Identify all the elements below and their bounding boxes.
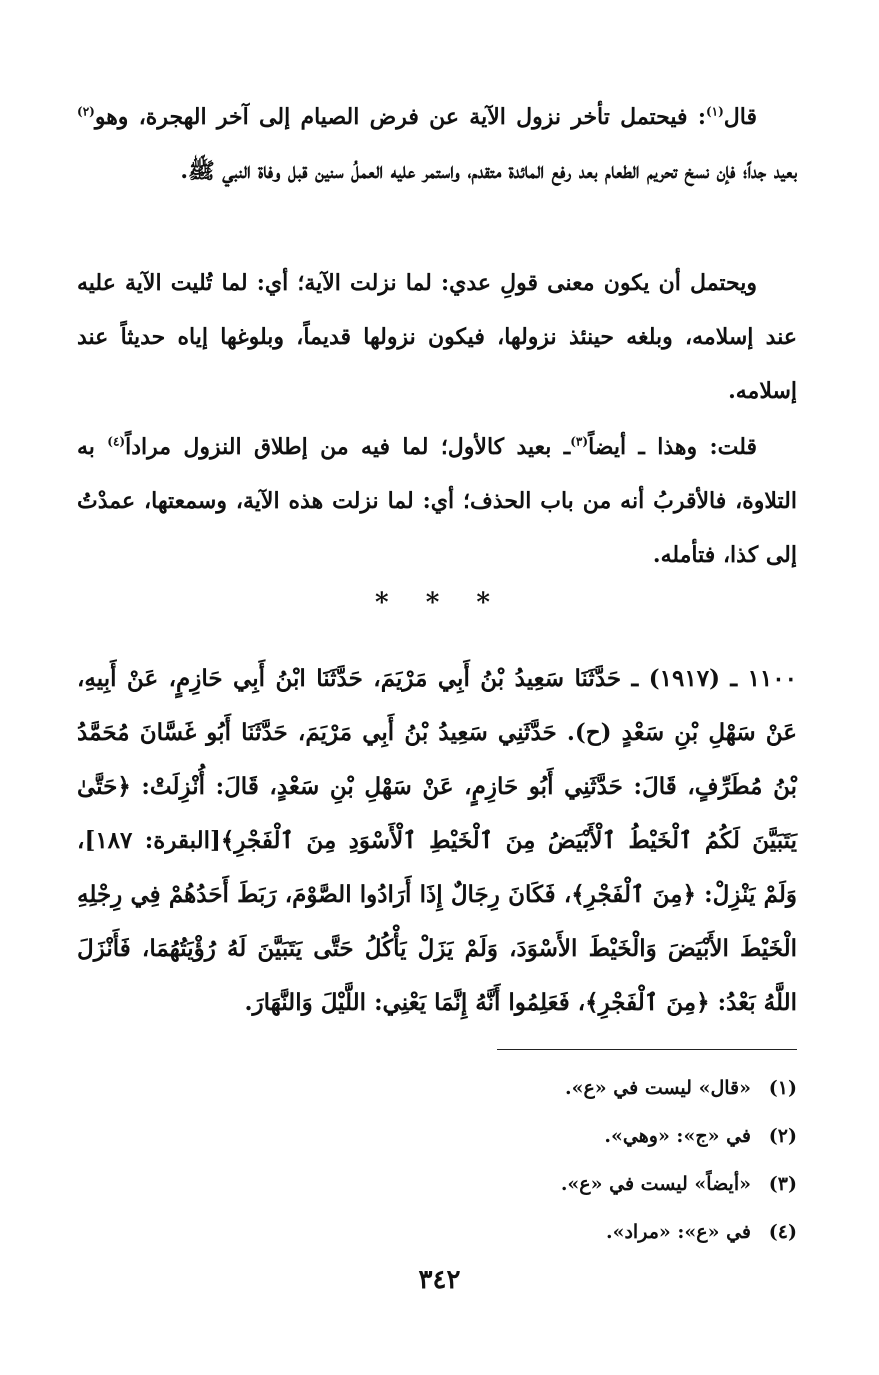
paragraph-3 — [77, 420, 797, 582]
footnote-item — [77, 1064, 797, 1112]
footnote-text: في «ع»: «مراد». — [605, 1221, 751, 1243]
hadith-number: ١١٠٠ ـ (١٩١٧) — [648, 665, 797, 692]
paragraph-2 — [77, 256, 797, 418]
hadith-text — [77, 652, 797, 1030]
footnote-item — [77, 1112, 797, 1160]
paragraph-text: بعيد جداً؛ فإن نسخ تحريم الطعام بعد رفع المائدة متقدم، واستمر عليه العملُ سنين قبل وفاة النبي ﷺ. — [180, 158, 797, 184]
paragraph-text: ويحتمل أن يكون معنى قولِ عدي: لما نزلت الآية؛ أي: لما تُليت الآية عليه عند إسلامه، وبلغه حينئذ نزولها، فيكون نزولها قديماً، وبلوغها إياه حديثاً عند إسلامه. — [77, 270, 797, 404]
footnote-text: في «ج»: «وهي». — [604, 1125, 751, 1147]
footnote-divider — [497, 1049, 797, 1050]
hadith-chain: ـ حَدَّثَنَا سَعِيدُ بْنُ أَبِي مَرْيَمَ، حَدَّثَنَا ابْنُ أَبِي حَازِمٍ، عَنْ أَبِيهِ، عَنْ سَهْلِ بْنِ سَعْدٍ (ح). حَدَّثَنِي سَعِيدُ بْنُ أَبِي مَرْيَمَ، حَدَّثَنَا أَبُو غَسَّانَ مُحَمَّدُ بْنُ مُطَرِّفٍ، قَالَ: حَدَّثَنِي أَبُو حَازِمٍ، عَنْ سَهْلِ بْنِ سَعْدٍ، قَالَ: أُنْزِلَتْ: — [77, 665, 797, 800]
footnote-number: (٣) — [768, 1173, 797, 1195]
footnotes-list — [77, 1064, 797, 1256]
footnote-reference: (١) — [705, 104, 724, 119]
footnote-reference: (٣) — [570, 434, 589, 449]
verse-citation: [البقرة: ١٨٧] — [84, 827, 221, 854]
hadith-body: ، فَكَانَ رِجَالٌ إِذَا أَرَادُوا الصَّوْمَ، رَبَطَ أَحَدُهُمْ فِي رِجْلِهِ الْخَيْطَ الأَبْيَضَ وَالْخَيْطَ الأَسْوَدَ، وَلَمْ يَزَلْ يَأْكُلُ حَتَّى يَتَبَيَّنَ لَهُ رُؤْيَتُهُمَا، فَأَنْزَلَ اللَّهُ بَعْدُ: — [77, 881, 797, 1016]
hadith-body: ، فَعَلِمُوا أَنَّهُ إِنَّمَا يَعْنِي: اللَّيْلَ وَالنَّهَارَ. — [244, 989, 586, 1016]
footnote-number: (٢) — [768, 1125, 797, 1147]
footnote-number: (١) — [768, 1077, 797, 1099]
footnote-item — [77, 1160, 797, 1208]
paragraph-text: به التلاوة، فالأقربُ أنه من باب الحذف؛ أي: لما نزلت هذه الآية، وسمعتها، عمدْتُ إلى كذا، فتأمله. — [77, 434, 797, 568]
paragraph-text: ـ بعيد كالأول؛ لما فيه من إطلاق النزول مراداً — [125, 434, 571, 460]
footnote-text: «قال» ليست في «ع». — [564, 1077, 751, 1099]
paragraph-1 — [77, 90, 797, 198]
footnote-reference: (٢) — [77, 104, 95, 119]
footnote-reference: (٤) — [107, 434, 126, 449]
quran-verse: ﴿مِنَ ٱلْفَجْرِ﴾ — [585, 989, 710, 1016]
footnote-text: «أيضاً» ليست في «ع». — [560, 1173, 751, 1195]
paragraph-text: قال — [723, 104, 757, 130]
quran-verse: ﴿حَتَّىٰ يَتَبَيَّنَ لَكُمُ ٱلْخَيْطُ ٱلْأَبْيَضُ مِنَ ٱلْخَيْطِ ٱلْأَسْوَدِ مِنَ ٱلْفَجْرِ﴾ — [77, 773, 798, 854]
section-separator: * * * — [375, 588, 504, 618]
paragraph-text: : فيحتمل تأخر نزول الآية عن فرض الصيام إلى آخر الهجرة، وهو — [94, 104, 706, 130]
page-number: ٣٤٢ — [418, 1265, 461, 1295]
footnote-number: (٤) — [768, 1221, 797, 1243]
paragraph-text: قلت: وهذا ـ أيضاً — [588, 434, 758, 460]
footnote-item — [77, 1208, 797, 1256]
hadith-body: ، وَلَمْ يَنْزِلْ: — [77, 827, 797, 908]
quran-verse: ﴿مِنَ ٱلْفَجْرِ﴾ — [571, 881, 696, 908]
